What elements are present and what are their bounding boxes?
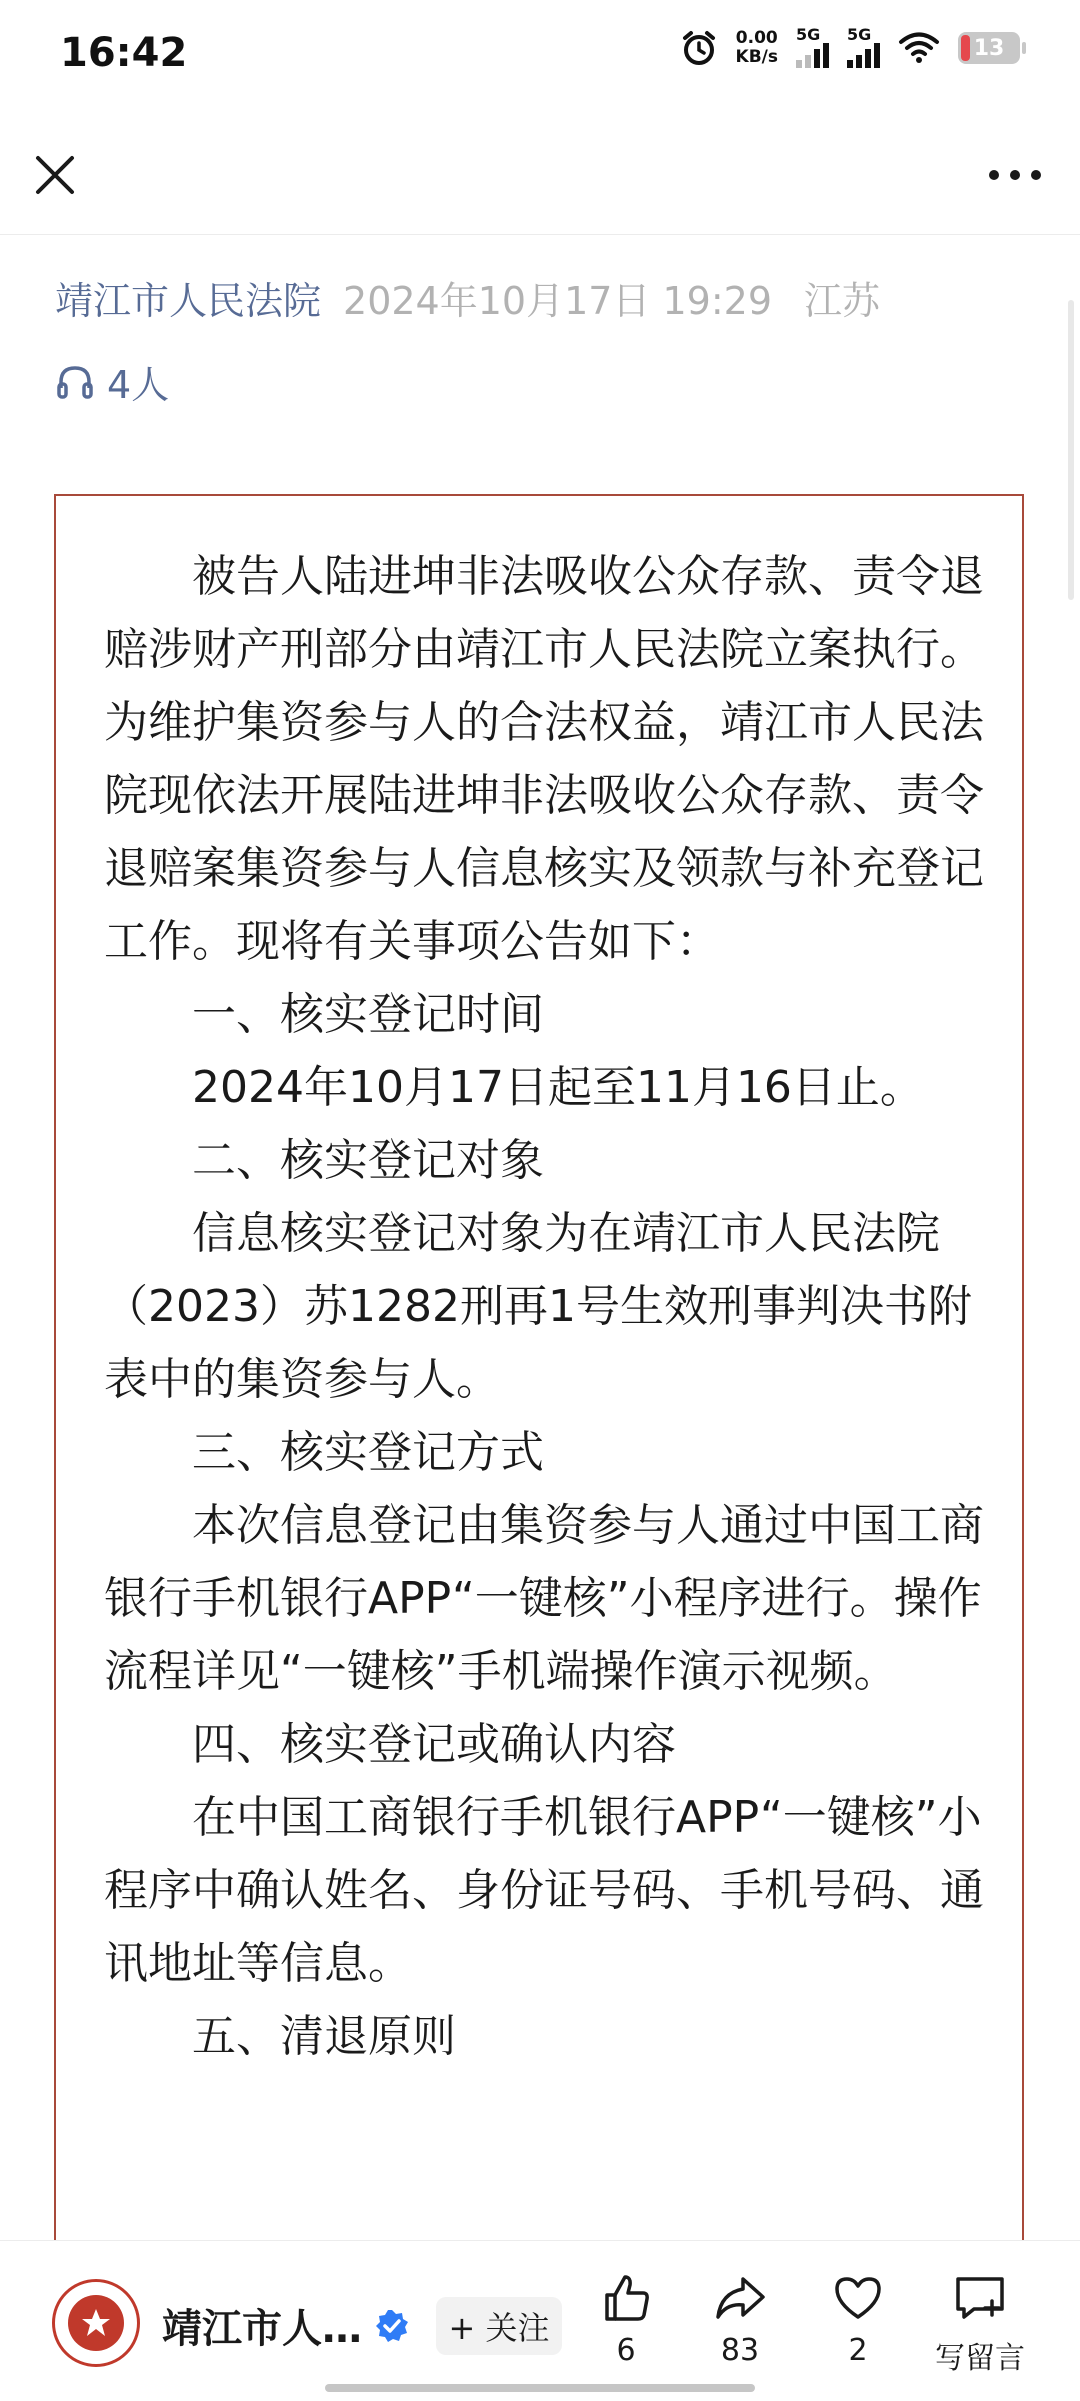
wifi-icon — [898, 31, 940, 65]
account-name[interactable] — [162, 2297, 410, 2354]
scrollbar[interactable] — [1068, 300, 1074, 600]
like-count: 6 — [616, 2333, 636, 2368]
comment-icon — [952, 2271, 1008, 2325]
favorite-button[interactable] — [808, 2271, 908, 2368]
status-bar — [0, 0, 1080, 110]
signal-1 — [796, 25, 829, 68]
top-nav — [0, 110, 1080, 235]
battery-level: 13 — [973, 35, 1005, 61]
article-paragraph: 被告人陆进坤非法吸收公众存款、责令退赔涉财产刑部分由靖江市人民法院立案执行。为维护集资参与人的合法权益，靖江市人民法院现依法开展陆进坤非法吸收公众存款、责令退赔案集资参与人信息核实及领款与补充登记工作。现将有关事项公告如下： — [104, 551, 984, 967]
follow-button[interactable]: + 关注 — [436, 2297, 562, 2355]
article-paragraph: 信息核实登记对象为在靖江市人民法院（2023）苏1282刑再1号生效刑事判决书附表中的集资参与人。 — [104, 1208, 972, 1405]
share-icon — [713, 2271, 767, 2325]
publish-region: 江苏 — [804, 279, 881, 323]
verified-icon — [374, 2308, 410, 2344]
thumbs-up-icon — [599, 2271, 653, 2325]
share-count: 83 — [720, 2333, 760, 2368]
battery-fill — [961, 35, 970, 61]
more-icon[interactable] — [980, 148, 1050, 202]
account-logo[interactable] — [52, 2279, 140, 2367]
bottom-action-bar — [0, 2240, 1080, 2401]
section-heading: 一、核实登记时间 — [192, 989, 544, 1040]
listen-button[interactable] — [55, 354, 169, 409]
net-speed-unit: KB/s — [735, 47, 778, 67]
status-icons — [680, 25, 1020, 68]
alarm-icon — [680, 29, 718, 67]
section-heading: 四、核实登记或确认内容 — [192, 1719, 676, 1770]
status-time: 16:42 — [60, 30, 188, 76]
signal-icon — [847, 42, 880, 68]
signal-1-label: 5G — [796, 25, 821, 44]
article-body — [104, 540, 984, 2073]
section-heading: 五、清退原则 — [192, 2011, 456, 2062]
author-link[interactable]: 靖江市人民法院 — [55, 279, 322, 323]
net-speed-value: 0.00 — [735, 28, 778, 48]
article-box — [54, 494, 1024, 2254]
comment-button[interactable] — [920, 2271, 1040, 2377]
publish-date: 2024年10月17日 19:29 — [343, 279, 773, 323]
court-emblem-icon — [68, 2295, 124, 2351]
home-indicator[interactable] — [325, 2384, 755, 2392]
article-paragraph: 在中国工商银行手机银行APP“一键核”小程序中确认姓名、身份证号码、手机号码、通讯地址等信息。 — [104, 1792, 984, 1989]
section-heading: 三、核实登记方式 — [192, 1427, 544, 1478]
share-button[interactable] — [690, 2271, 790, 2368]
favorite-count: 2 — [848, 2333, 868, 2368]
battery-icon — [958, 32, 1020, 64]
article-meta — [55, 270, 1030, 325]
headphones-icon — [55, 362, 95, 402]
comment-label: 写留言 — [935, 2341, 1025, 2376]
net-speed — [736, 29, 778, 67]
section-heading: 二、核实登记对象 — [192, 1135, 544, 1186]
like-button[interactable] — [576, 2271, 676, 2368]
listen-count: 4人 — [107, 363, 170, 407]
signal-2-label: 5G — [847, 25, 872, 44]
close-icon[interactable] — [28, 148, 82, 202]
article-paragraph: 本次信息登记由集资参与人通过中国工商银行手机银行APP“一键核”小程序进行。操作流程详见“一键核”手机端操作演示视频。 — [104, 1500, 984, 1697]
heart-icon — [831, 2271, 885, 2325]
signal-2 — [847, 25, 880, 68]
article-paragraph: 2024年10月17日起至11月16日止。 — [192, 1062, 924, 1113]
signal-icon — [796, 42, 829, 68]
account-name-text: 靖江市人… — [162, 2306, 362, 2352]
